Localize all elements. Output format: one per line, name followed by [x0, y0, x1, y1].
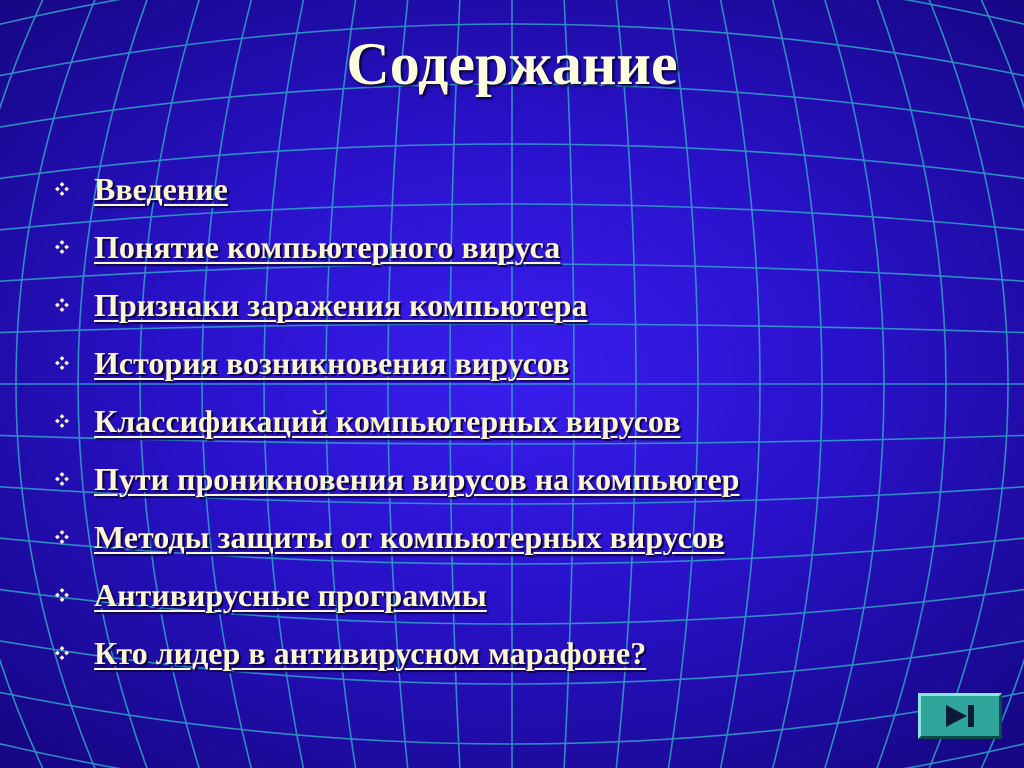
list-item — [54, 630, 739, 688]
toc-link-infection-paths[interactable]: Пути проникновения вирусов на компьютер — [94, 461, 740, 497]
list-item — [54, 398, 739, 456]
play-to-end-icon — [940, 701, 980, 731]
next-slide-button[interactable] — [918, 693, 1002, 739]
bullet-icon — [54, 514, 94, 560]
toc-link-virus-classification[interactable]: Классификаций компьютерных вирусов — [94, 403, 681, 439]
toc-link-virus-history[interactable]: История возникновения вирусов — [94, 345, 570, 381]
list-item — [54, 340, 739, 398]
toc-link-antivirus-leader[interactable]: Кто лидер в антивирусном марафоне? — [94, 635, 647, 671]
bullet-icon — [54, 282, 94, 328]
list-item — [54, 282, 739, 340]
list-item — [54, 456, 739, 514]
bullet-icon — [54, 224, 94, 270]
toc-link-infection-signs[interactable]: Признаки заражения компьютера — [94, 287, 588, 323]
list-item — [54, 572, 739, 630]
list-item — [54, 224, 739, 282]
list-item — [54, 166, 739, 224]
contents-list — [54, 166, 739, 688]
toc-link-virus-concept[interactable]: Понятие компьютерного вируса — [94, 229, 561, 265]
bullet-icon — [54, 340, 94, 386]
bullet-icon — [54, 572, 94, 618]
bullet-icon — [54, 166, 94, 212]
bullet-icon — [54, 630, 94, 676]
bullet-icon — [54, 398, 94, 444]
bullet-icon — [54, 456, 94, 502]
toc-link-protection-methods[interactable]: Методы защиты от компьютерных вирусов — [94, 519, 725, 555]
slide-title: Содержание — [346, 31, 678, 97]
toc-link-antivirus-programs[interactable]: Антивирусные программы — [94, 577, 487, 613]
toc-link-introduction[interactable]: Введение — [94, 171, 228, 207]
list-item — [54, 514, 739, 572]
